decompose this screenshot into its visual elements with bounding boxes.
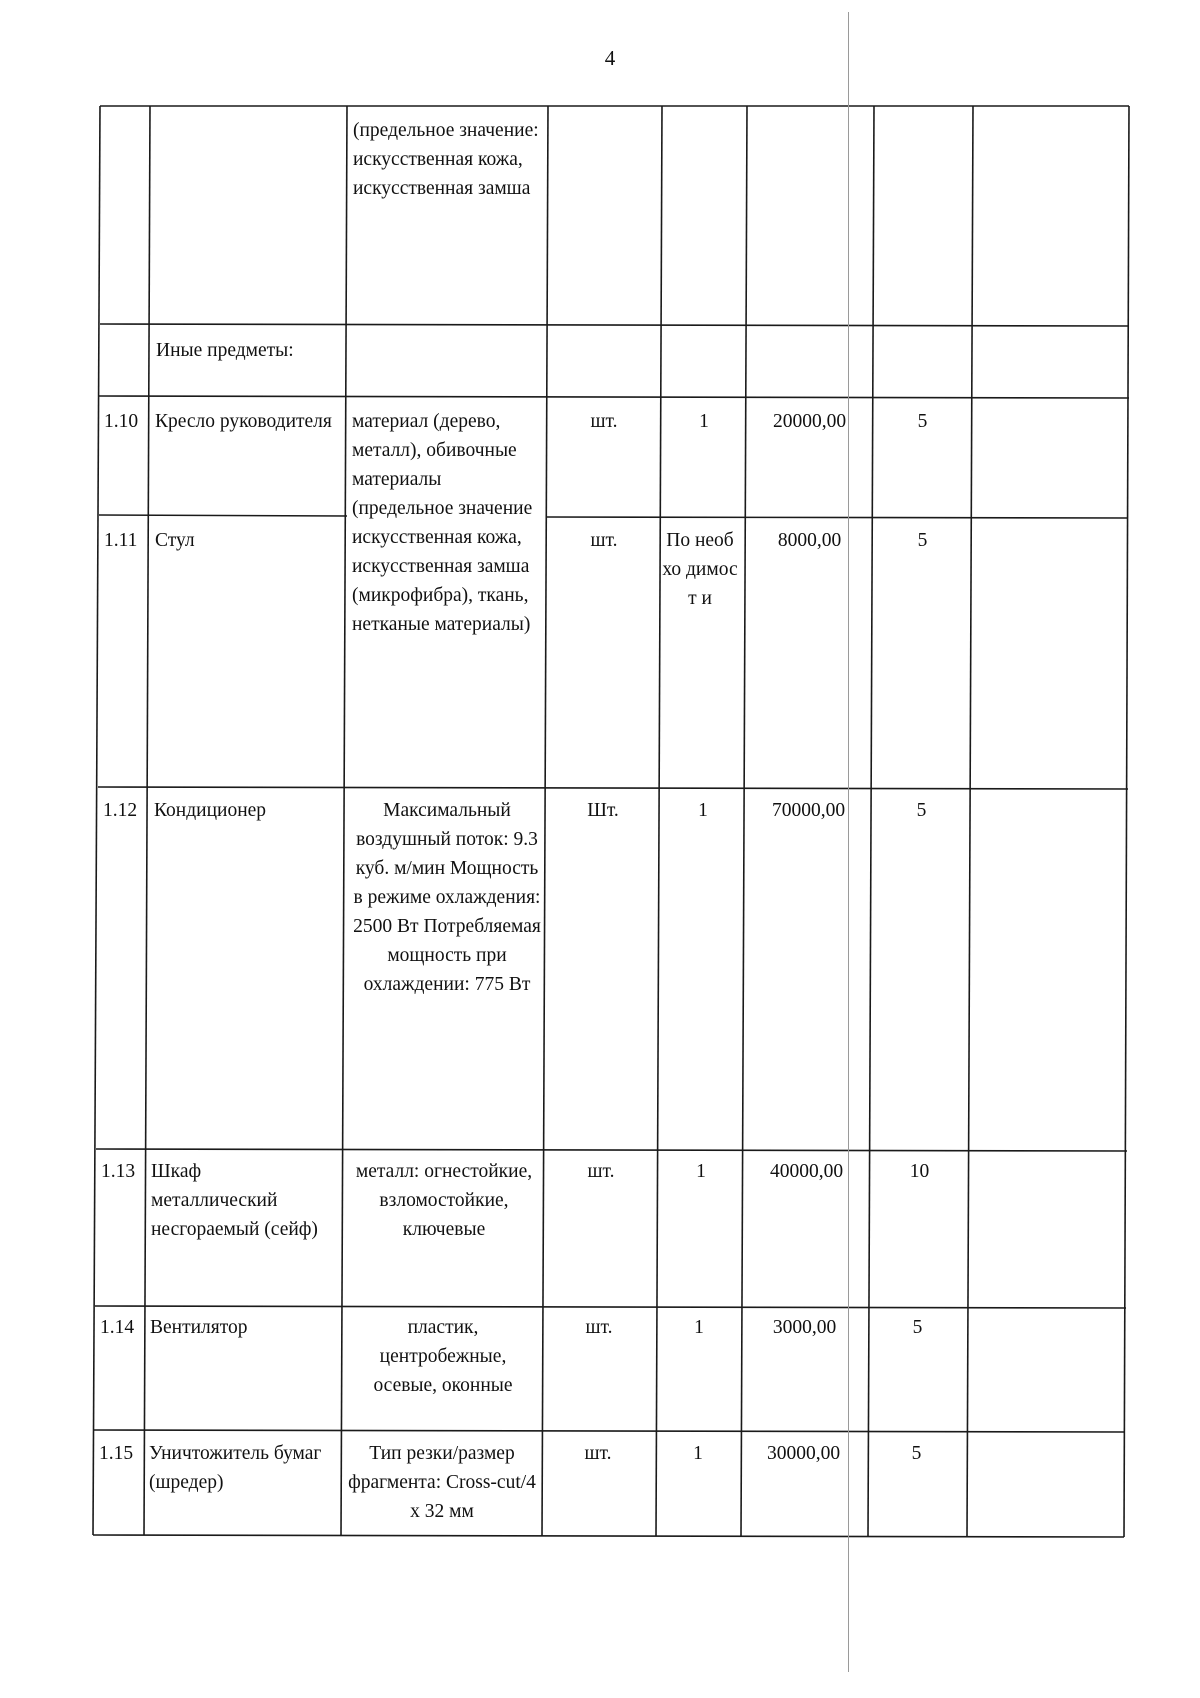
unit: шт. [590, 530, 618, 551]
item-spec: Тип резки/размер фрагмента: Cross-cut/4 х 32 мм [348, 1443, 536, 1522]
price: 40000,00 [769, 1161, 844, 1182]
page-fold-line [848, 12, 849, 1672]
price: 30000,00 [766, 1443, 841, 1464]
item-spec: пластик, центробежные, осевые, оконные [373, 1317, 513, 1396]
service-term: 5 [917, 411, 928, 432]
item-name: Кондиционер [154, 800, 267, 821]
row-number: 1.14 [100, 1317, 135, 1338]
quantity: 1 [696, 1161, 706, 1182]
unit: шт. [585, 1317, 613, 1338]
unit: шт. [584, 1443, 612, 1464]
service-term: 10 [909, 1161, 930, 1182]
item-name: Уничтожитель бумаг (шредер) [149, 1443, 322, 1493]
service-term: 5 [911, 1443, 922, 1464]
item-name: Вентилятор [150, 1317, 248, 1338]
row-number: 1.10 [104, 411, 139, 432]
item-name: Шкаф металлический несгораемый (сейф) [151, 1161, 318, 1240]
item-name: Стул [155, 530, 195, 551]
quantity: 1 [699, 411, 709, 432]
shared-spec-chairs: материал (дерево, металл), обивочные материалы (предельное значение искусственная кожа, искусственная замша (микрофибра), ткань, нетканые материалы) [352, 411, 533, 635]
continuation-spec: (предельное значение: искусственная кожа, искусственная замша [353, 120, 539, 199]
quantity: 1 [698, 800, 708, 821]
service-term: 5 [916, 800, 927, 821]
service-term: 5 [917, 530, 928, 551]
item-spec: металл: огнестойкие, взломостойкие, ключевые [355, 1161, 533, 1240]
row-number: 1.12 [103, 800, 138, 821]
price: 70000,00 [771, 800, 846, 821]
quantity: 1 [694, 1317, 704, 1338]
quantity: По необхо димост и [662, 530, 738, 609]
price: 8000,00 [777, 530, 842, 551]
price: 3000,00 [772, 1317, 837, 1338]
row-number: 1.15 [99, 1443, 134, 1464]
unit: Шт. [587, 800, 619, 821]
service-term: 5 [912, 1317, 923, 1338]
unit: шт. [587, 1161, 615, 1182]
row-number: 1.11 [104, 530, 138, 551]
item-spec: Максимальный воздушный поток: 9.3 куб. м/мин Мощность в режиме охлаждения: 2500 Вт Потребляемая мощность при охлаждении: 775 Вт [353, 800, 541, 995]
price: 20000,00 [772, 411, 847, 432]
section-label-other-items: Иные предметы: [156, 340, 294, 361]
page-number: 4 [604, 46, 616, 70]
item-name: Кресло руководителя [155, 411, 332, 432]
unit: шт. [590, 411, 618, 432]
quantity: 1 [693, 1443, 703, 1464]
row-number: 1.13 [101, 1161, 136, 1182]
